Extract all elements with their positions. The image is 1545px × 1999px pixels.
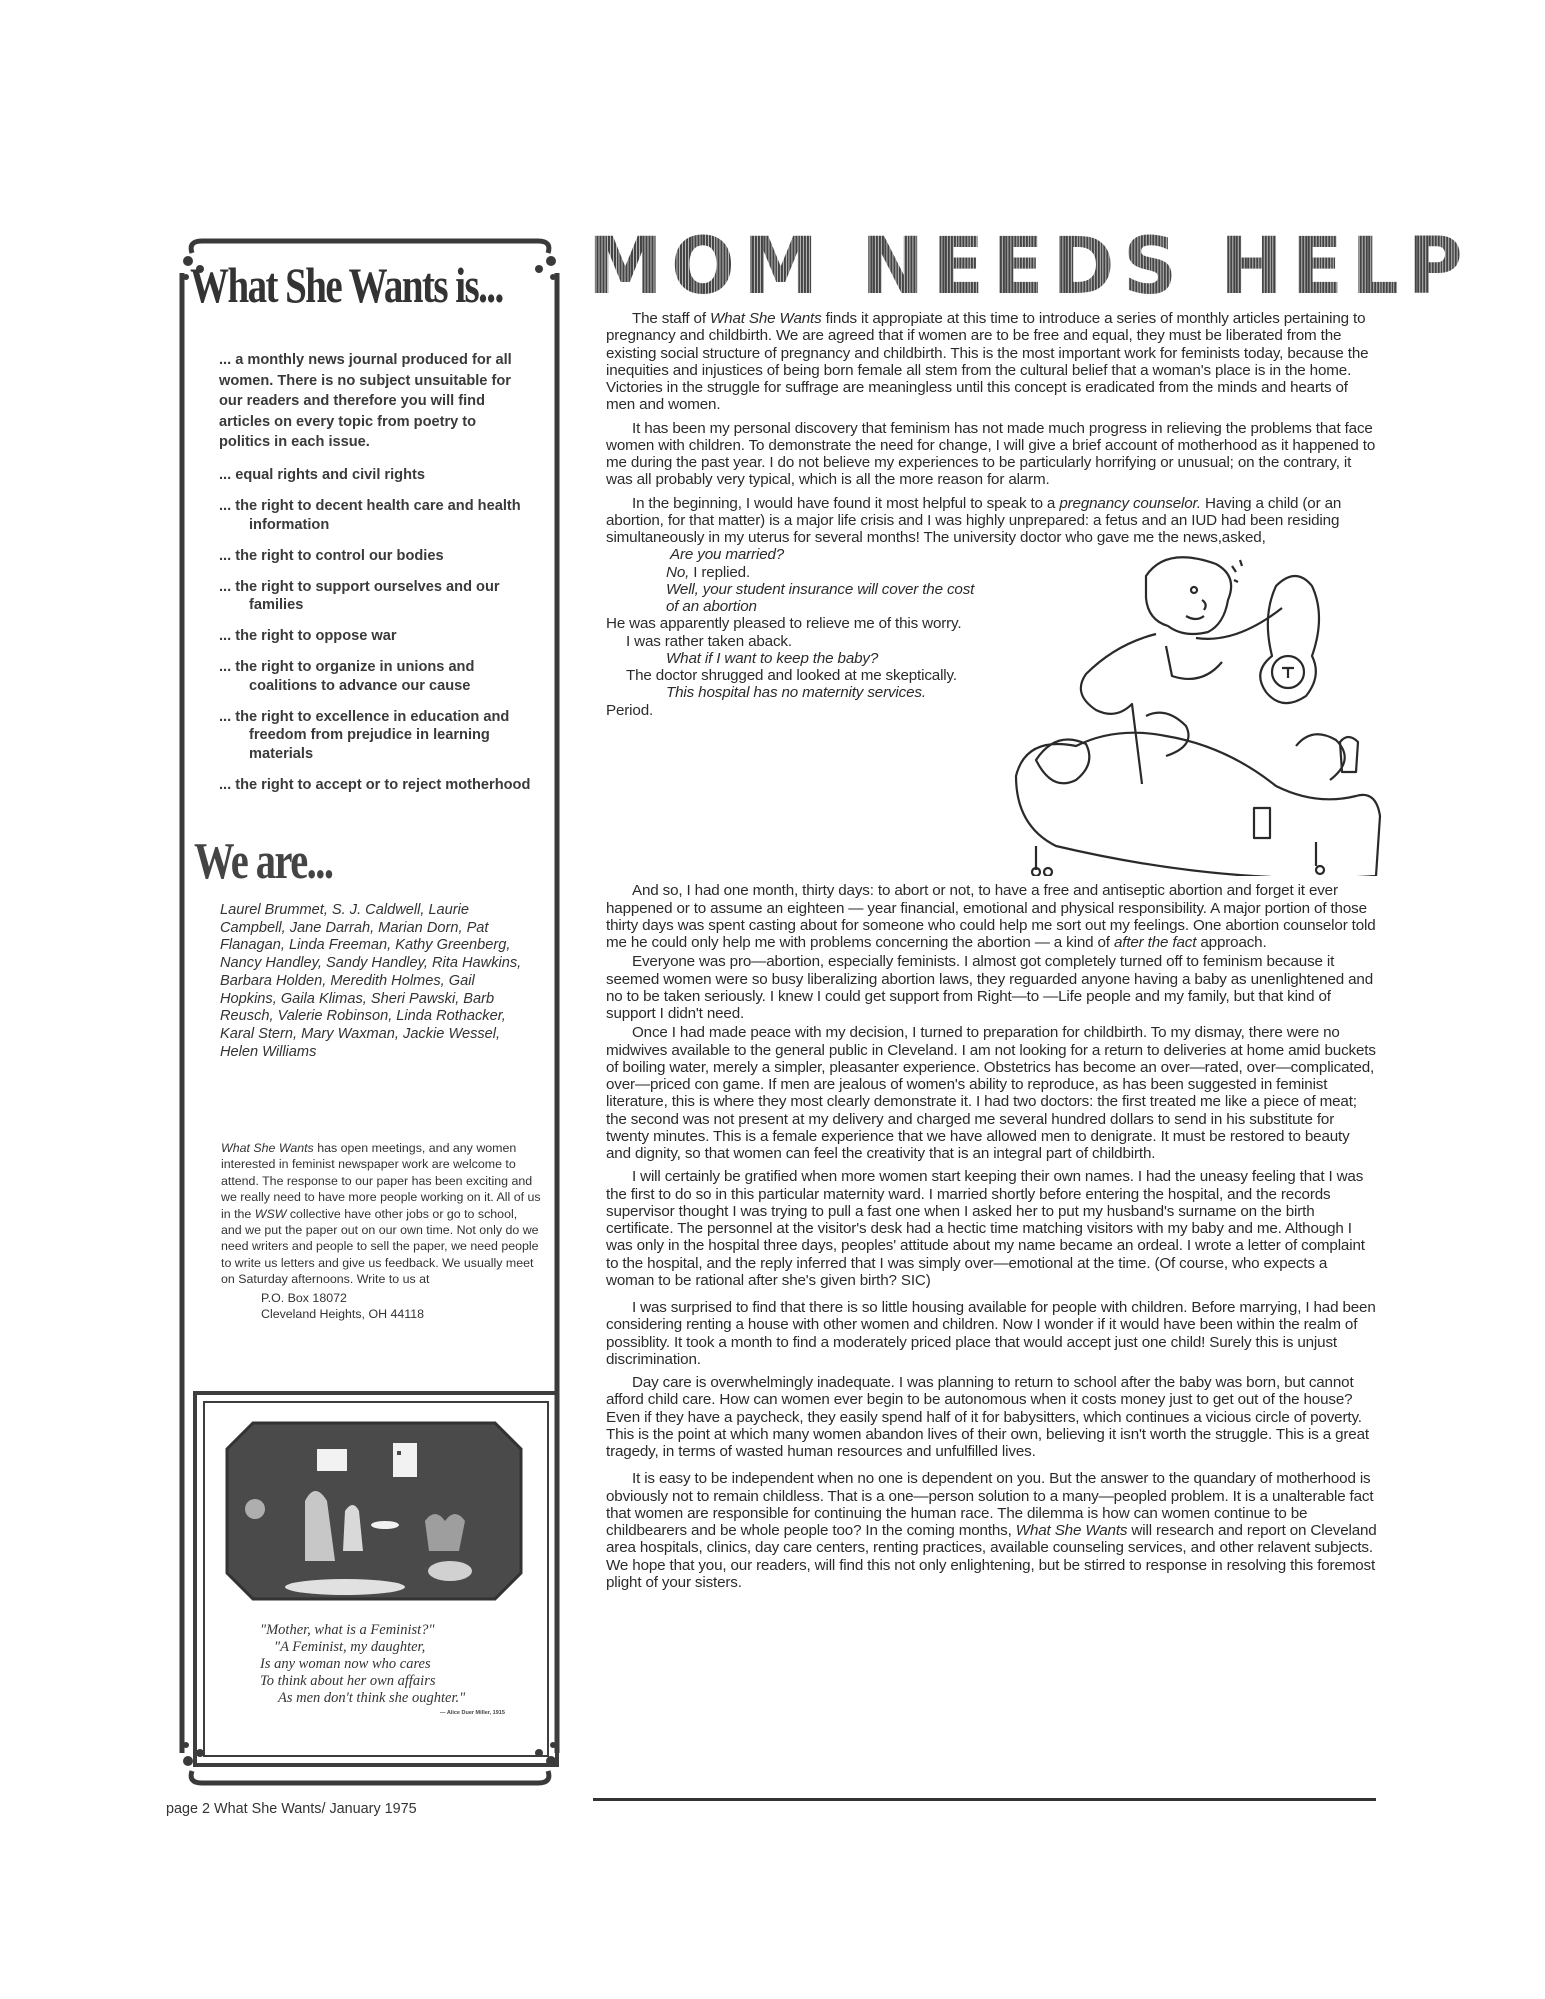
dialog-line: I replied. bbox=[689, 563, 751, 581]
article-paragraph: It has been my personal discovery that feminism has not made much progress in relieving the problems that face women with children. To demonstrate the need for change, I will give a brief account of motherhood as it happened to me during the past year. I do not believe my experiences to be particularly horrifying or unusual; on the contrary, it was all probably very typical, which is all the more reason for alarm. bbox=[606, 419, 1376, 489]
woodcut-image bbox=[225, 1421, 523, 1601]
text: In the beginning, I would have found it most helpful to speak to a bbox=[632, 494, 1060, 512]
poem-attribution: — Alice Duer Miller, 1915 bbox=[440, 1710, 505, 1716]
article-body bbox=[606, 310, 1378, 1597]
dialog-line: What if I want to keep the baby? bbox=[666, 649, 879, 667]
dialog-line: Period. bbox=[606, 701, 654, 719]
rights-item: ... the right to support ourselves and our families bbox=[219, 578, 500, 613]
text: It is easy to be independent when no one is dependent on you. But the answer to the quandary of motherhood is obviously not to remain childless. That is a one—person solution to a many—peopled problem. It is a unalterable fact that women are responsible for continuing the human race. The dilemma is how can women continue to be childbearers and be whole people too? In the coming months, bbox=[606, 1470, 1374, 1539]
text: finds it appropiate at this time to introduce a series of monthly articles pertaining to pregnancy and childbirth. We are agreed that if women are to be free and equal, they must be liberated from the existing social structure of pregnancy and childbirth. This is the most important work for feminists today, because the inequities and injustices of being born female all stem from the cultural belief that a woman's place is in the home. Victories in the struggle for suffrage are meaningless until this concept is eradicated from the minds and hearts of men and women. bbox=[606, 310, 1369, 414]
article-bottom-rule bbox=[593, 1798, 1376, 1801]
text: will research and report on Cleveland area hospitals, clinics, day care centers, renting practices, available counseling services, and other relavent subjects. We hope that you, our readers, will find this not only enlightening, but be stirred to response in resolving this foremost plight of your sisters. bbox=[606, 1522, 1377, 1591]
meetings-notice bbox=[221, 1140, 541, 1322]
rights-item: ... the right to control our bodies bbox=[219, 547, 444, 564]
meetings-text: has open meetings, and any women interested in feminist newspaper work are welcome to attend. The response to our paper has been exciting and we really need to have more people working on it. All of us in the bbox=[221, 1141, 541, 1221]
article-paragraph: I will certainly be gratified when more women start keeping their own names. I had the uneasy feeling that I was the first to do so in this particular maternity ward. I married shortly before entering the hospital, and the records supervisor thought I was trying to pull a fast one when I asked her to put my husband's surname on the birth certificate. The personnel at the visitor's desk had a hectic time matching visitors with my baby and me. Although I was only in the hospital three days, peoples' attitude about my name became an ordeal. I wrote a letter of complaint to the hospital, and the reply inferred that I was simply over—emotional at the time. (Of course, who expects a woman to be rational after she's given birth? SIC) bbox=[606, 1168, 1365, 1289]
rights-item: ... the right to excellence in education and freedom from prejudice in learning materials bbox=[219, 708, 510, 762]
rights-item: ... the right to oppose war bbox=[219, 628, 397, 644]
text: The staff of bbox=[632, 310, 710, 327]
dialog-line: This hospital has no maternity services. bbox=[666, 684, 926, 702]
article-paragraph bbox=[606, 1470, 1378, 1591]
rights-list bbox=[219, 466, 539, 807]
publication-name: What She Wants bbox=[221, 1141, 314, 1155]
rights-item: ... the right to decent health care and health information bbox=[219, 498, 521, 533]
poem-line: To think about her own affairs bbox=[260, 1673, 436, 1689]
poem bbox=[260, 1622, 560, 1707]
article-paragraph bbox=[606, 495, 1378, 547]
article-paragraph: Day care is overwhelmingly inadequate. I was planning to return to school after the baby was born, but cannot afford child care. How can women ever begin to be autonomous when it costs money just to get out of the house? Even if they have a paycheck, they easily spend half of it for babysitters, which continues a vicious circle of poverty. This is the point at which many women abandon lives of their own, believing it isn't worth the struggle. This is a great tragedy, in terms of wasted human resources and unfulfilled lives. bbox=[606, 1374, 1369, 1460]
poem-line: Is any woman now who cares bbox=[260, 1656, 431, 1672]
poem-line: "Mother, what is a Feminist?" bbox=[260, 1622, 435, 1638]
text: Having a child (or an abortion, for that matter) is a major life crisis and I was highly unprepared: a fetus and an IUD had been residing simultaneously in my uterus for several months! The university doctor who gave me the news,asked, bbox=[606, 494, 1342, 546]
rights-item: ... the right to organize in unions and coalitions to advance our cause bbox=[219, 659, 475, 694]
dialog-line: I was rather taken aback. bbox=[626, 632, 792, 650]
text: And so, I had one month, thirty days: to abort or not, to have a free and antiseptic abortion and forget it ever happened or to assume an eighteen — year financial, emotional and physical responsibility. A major portion of those thirty days was spent casting about for someone who could help me sort out my feelings. One abortion counselor told me he could only help me with problems concerning the abortion — a kind of bbox=[606, 882, 1376, 951]
emphasis: after the fact bbox=[1113, 934, 1197, 951]
article-headline: MOM NEEDS HELP bbox=[588, 222, 1472, 312]
staff-names: Laurel Brummet, S. J. Caldwell, Laurie Campbell, Jane Darrah, Marian Dorn, Pat Flanagan, Linda Freeman, Kathy Greenberg, Nancy Handley, Sandy Handley, Rita Hawkins, Barbara Holden, Meredith Holmes, Gail Hopkins, Gaila Klimas, Sheri Pawski, Barb Reusch, Valerie Robinson, Linda Rothacker, Karal Stern, Mary Waxman, Jackie Wessel, Helen Williams bbox=[220, 902, 522, 1060]
rights-item: ... equal rights and civil rights bbox=[219, 467, 425, 483]
address-line: Cleveland Heights, OH 44118 bbox=[261, 1307, 425, 1322]
publication-name: What She Wants bbox=[709, 310, 822, 327]
dialog-line: Well, your student insurance will cover the cost bbox=[666, 580, 975, 598]
article-paragraph: Everyone was pro—abortion, especially feminists. I almost got completely turned off to feminism because it seemed women were so busy liberalizing abortion laws, they reguarded anyone having a baby as unenlightened and no to be taken seriously. I knew I could get support from Right—to —Life people and my family, but that kind of support I didn't need. bbox=[606, 953, 1374, 1022]
meetings-text: collective have other jobs or go to school, and we put the paper out on our own time. Not only do we need writers and people to sell the paper, we need people to write us letters and give us feedback. We usually meet on Saturday afternoons. Write to us at bbox=[221, 1206, 539, 1287]
emphasis: pregnancy counselor. bbox=[1059, 494, 1201, 512]
sidebar-intro: ... a monthly news journal produced for all women. There is no subject unsuitable for our readers and therefore you will find articles on every topic from poetry to politics in each issue. bbox=[219, 352, 512, 450]
article-paragraph bbox=[606, 310, 1378, 414]
doctor-cartoon bbox=[996, 546, 1388, 876]
dialog-line: The doctor shrugged and looked at me skeptically. bbox=[626, 667, 957, 684]
page-footer: page 2 What She Wants/ January 1975 bbox=[166, 1801, 417, 1817]
wsw-abbrev: WSW bbox=[254, 1206, 287, 1221]
poem-line: As men don't think she oughter." bbox=[278, 1690, 466, 1706]
rights-item: ... the right to accept or to reject motherhood bbox=[219, 776, 531, 793]
dialog-line: of an abortion bbox=[666, 598, 757, 615]
address-line: P.O. Box 18072 bbox=[261, 1290, 347, 1305]
dialog-line: Are you married? bbox=[670, 546, 785, 564]
text: approach. bbox=[1196, 934, 1267, 951]
poem-line: "A Feminist, my daughter, bbox=[274, 1639, 426, 1655]
article-paragraph bbox=[606, 882, 1378, 951]
publication-name: What She Wants bbox=[1015, 1522, 1128, 1539]
we-are-heading: We are... bbox=[194, 833, 333, 890]
sidebar-title: What She Wants is... bbox=[190, 257, 503, 313]
article-paragraph: I was surprised to find that there is so little housing available for people with children. Before marrying, I had been considering renting a house with other women and children. Now I wonder if it would have been within the realm of possiblity. It took a month to find a moderately priced place that would accept just one child! Surely this is unjust discrimination. bbox=[606, 1299, 1376, 1368]
dialog-line: He was apparently pleased to relieve me of this worry. bbox=[606, 615, 962, 633]
article-paragraph: Once I had made peace with my decision, I turned to preparation for childbirth. To my dismay, there were no midwives available to the general public in Cleveland. I am not looking for a return to deliveries at home amid buckets of boiling water, merely a simpler, pleasanter experience. Obstetrics has become an over—rated, over—complicated, over—priced con game. If men are jealous of women's ability to reproduce, as has been suggested in feminist literature, this is where they most clearly demonstrate it. I had two doctors: the first treated me like a piece of meat; the second was not present at my delivery and charged me several hundred dollars to send in his substitute for twenty minutes. This is a female experience that we have allowed men to denigrate. It must be restored to beauty and dignity, so that women can feel the creativity that is an integral part of childbirth. bbox=[606, 1024, 1376, 1162]
doctor-holding-baby-illustration bbox=[996, 546, 1388, 876]
dialog-line: No, bbox=[666, 563, 690, 581]
